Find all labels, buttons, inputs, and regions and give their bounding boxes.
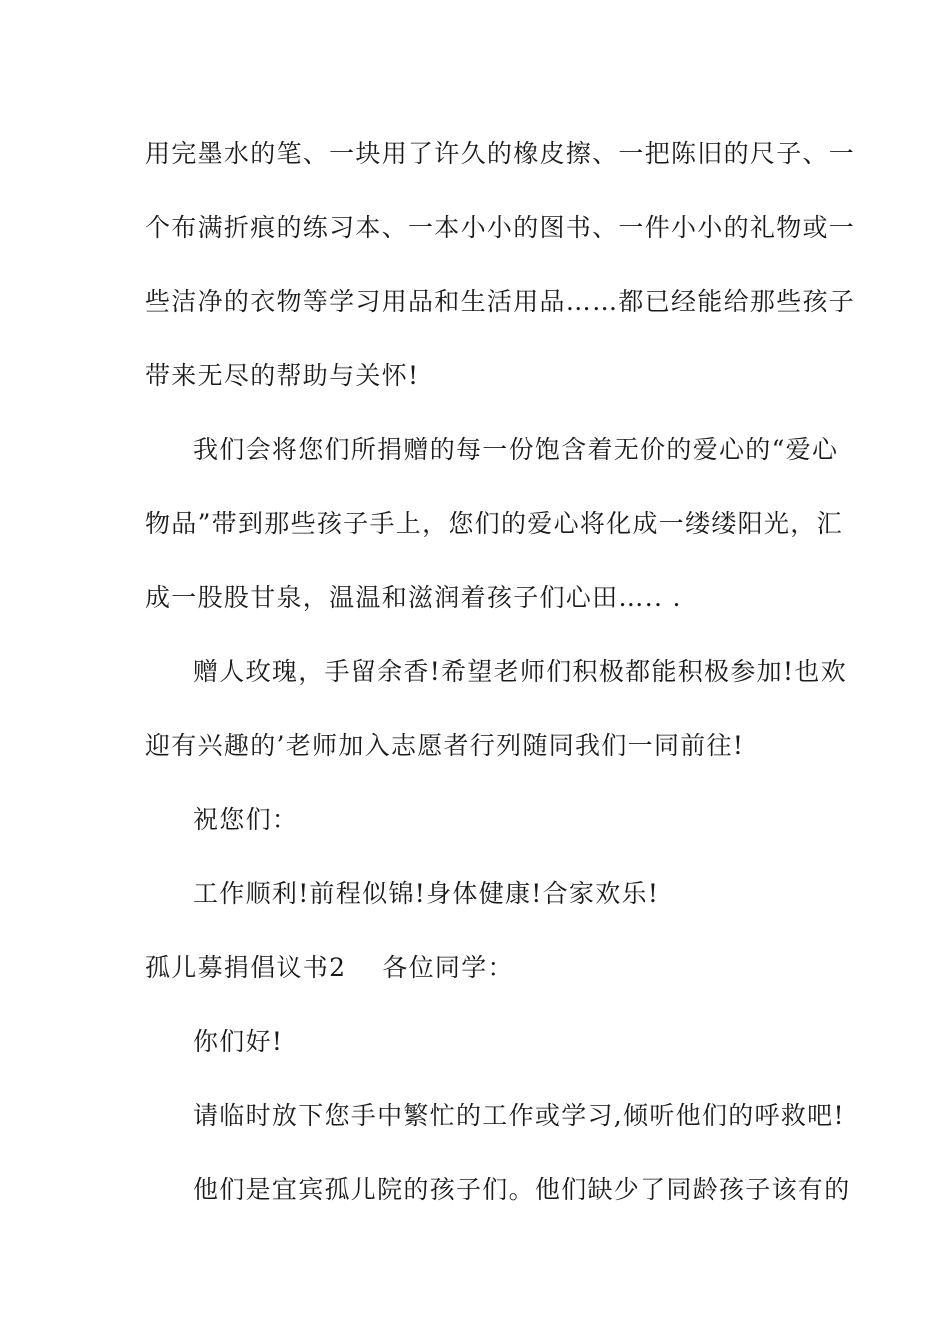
text-line-15: 请临时放下您手中繁忙的工作或学习,倾听他们的呼救吧! xyxy=(193,1101,845,1130)
text-line-3: 些洁净的衣物等学习用品和生活用品……都已经能给那些孩子 xyxy=(145,287,856,316)
hello-line: 你们好! xyxy=(193,1027,284,1056)
text-line-4: 带来无尽的帮助与关怀! xyxy=(145,361,420,390)
greeting-line: 祝您们： xyxy=(193,805,299,834)
text-line-6: 物品”带到那些孩子手上，您们的爱心将化成一缕缕阳光，汇 xyxy=(145,509,843,538)
text-line-2: 个布满折痕的练习本、一本小小的图书、一件小小的礼物或一 xyxy=(145,213,856,242)
text-line-8: 赠人玫瑰，手留余香!希望老师们积极都能积极参加!也欢 xyxy=(193,657,847,686)
salutation: 各位同学： xyxy=(382,953,514,982)
text-line-9: 迎有兴趣的’老师加入志愿者行列随同我们一同前往! xyxy=(145,731,745,760)
section-title: 孤儿募捐倡议书2 xyxy=(145,953,347,982)
text-line-5: 我们会将您们所捐赠的每一份饱含着无价的爱心的“爱心 xyxy=(193,435,839,464)
text-line-7: 成一股股甘泉，温温和滋润着孩子们心田….. . xyxy=(145,583,682,612)
section-heading-line xyxy=(145,948,514,988)
wishes-line: 工作顺利!前程似锦!身体健康!合家欢乐! xyxy=(193,879,660,908)
text-line-1: 用完墨水的笔、一块用了许久的橡皮擦、一把陈旧的尺子、一 xyxy=(145,139,856,168)
text-line-16: 他们是宜宾孤儿院的孩子们。他们缺少了同龄孩子该有的 xyxy=(193,1175,851,1204)
